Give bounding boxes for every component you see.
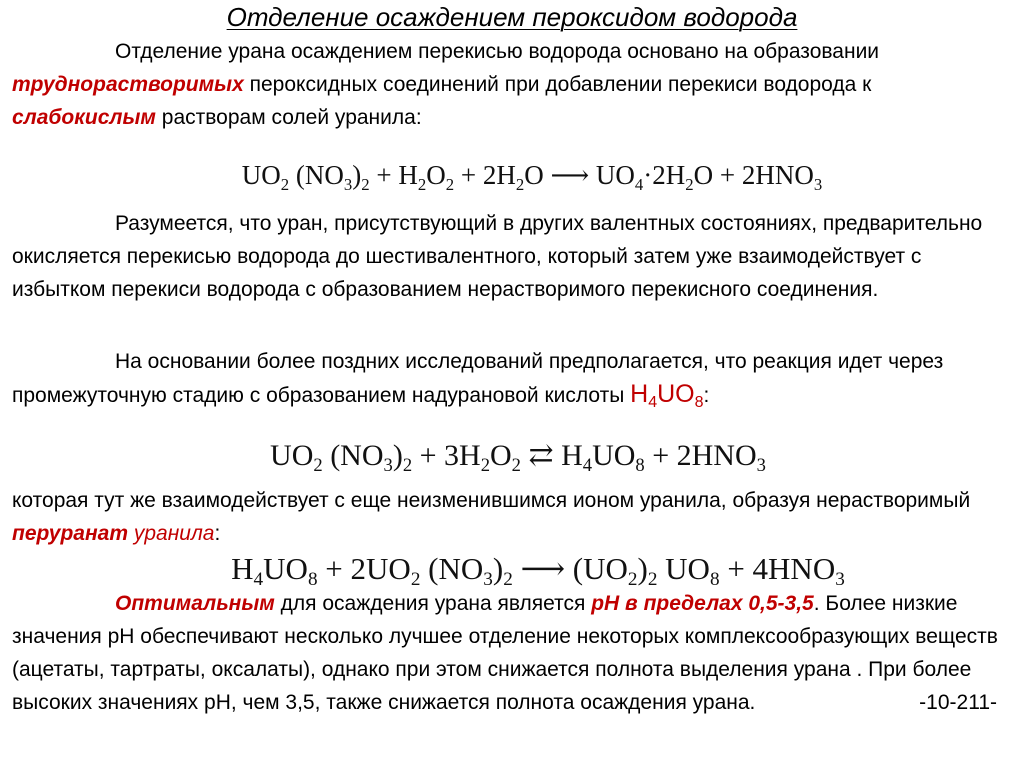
intro-text-1: Отделение урана осаждением перекисью водорода основано на образовании <box>115 40 880 63</box>
emphasis-peruranate: перуранат <box>12 522 129 545</box>
intro-text-3: растворам солей уранила: <box>155 106 422 129</box>
emphasis-ph-value: 0,5-3,5 <box>748 592 814 615</box>
emphasis-optimal: Оптимальным <box>115 592 275 615</box>
paragraph-oxidation <box>12 207 1017 306</box>
paragraph-intermediate: На основании более поздних исследований предполагается, что реакция идет через промежуточную стадию с образованием надурановой кислоты $H_4UO_8$: <box>12 350 944 411</box>
optimal-text-1: для осаждения урана является <box>274 592 592 615</box>
equation-1: $UO_2$ $(NO_3)_2 + H_2O_2 + 2H_2O$ ⟶ $UO_4\cdot 2H_2O + 2HNO_3$ <box>241 160 823 194</box>
peruranic-acid-formula: $H_4UO_8$ <box>630 380 704 411</box>
optimal-text-2: . Более низкие значения pH обеспечивают несколько лучшее отделение некоторых комплексообразующих веществ (ацетаты, тартраты, оксалаты), однако при этом снижается полнота выделения урана . При более высоких значениях pH, чем 3,5, также снижается полнота осаждения урана. <box>12 592 998 714</box>
emphasis-poorly-soluble: труднорастворимых <box>12 73 244 96</box>
equation-2: $UO_2$ $(NO_3)_2 + 3H_2O_2$ ⇄ $H_4UO_8 + 2HNO_3$ <box>270 439 766 476</box>
equation-3: $H_4UO_8 + 2UO_2$ $(NO_3)_2$ ⟶ $(UO_2)_2$ $UO_8 + 4HNO_3$ <box>231 551 845 590</box>
paragraph-optimal-ph <box>12 587 1017 719</box>
paragraph-peruranate: которая тут же взаимодействует с еще неизменившимся ионом уранила, образуя нерастворимый перуранат уранила: <box>12 489 971 545</box>
page-number: -10-211- <box>919 691 997 714</box>
paragraph-intro <box>12 35 1017 134</box>
oxidation-text: Разумеется, что уран, присутствующий в других валентных состояниях, предварительно окисляется перекисью водорода до шестивалентного, который затем уже взаимодействует с избытком перекиси водорода с образованием нерастворимого перекисного соединения. <box>12 212 983 301</box>
slide-title: Отделение осаждением пероксидом водорода <box>226 2 798 32</box>
emphasis-weakly-acidic: слабокислым <box>12 106 156 129</box>
peruranate-text-1: которая тут же взаимодействует с еще неизменившимся ионом уранила, образуя нерастворимый <box>12 489 971 512</box>
intro-text-2: пероксидных соединений при добавлении перекиси водорода к <box>243 73 872 96</box>
intermediate-text: На основании более поздних исследований предполагается, что реакция идет через промежуточную стадию с образованием надурановой кислоты <box>12 350 944 407</box>
emphasis-uranyl: уранила <box>128 522 215 545</box>
emphasis-ph-range: pH в пределах <box>591 592 749 615</box>
